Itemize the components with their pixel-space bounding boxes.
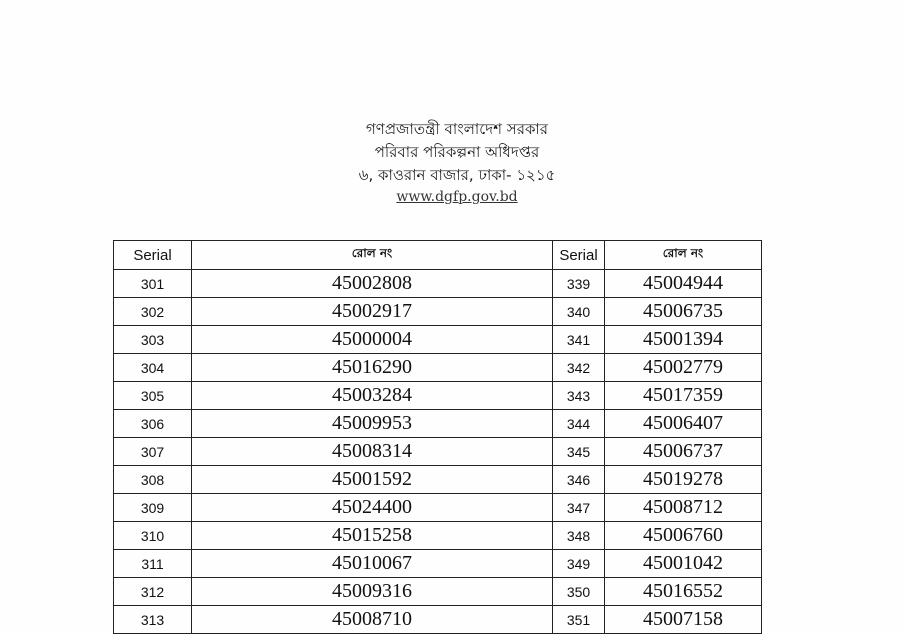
roll-number-cell-left: 45009953	[192, 410, 553, 438]
roll-number-cell-right: 45019278	[605, 466, 762, 494]
table-row	[114, 438, 762, 466]
table-row	[114, 270, 762, 298]
serial-cell-left: 306	[114, 410, 192, 438]
table-row	[114, 298, 762, 326]
roll-number-cell-right: 45017359	[605, 382, 762, 410]
serial-cell-left: 311	[114, 550, 192, 578]
roll-number-cell-left: 45008314	[192, 438, 553, 466]
office-address: ৬, কাওরান বাজার, ঢাকা- ১২১৫	[358, 166, 556, 184]
roll-number-cell-left: 45024400	[192, 494, 553, 522]
roll-number-table	[113, 240, 762, 634]
table-row	[114, 578, 762, 606]
serial-header-left: Serial	[114, 241, 192, 270]
serial-cell-right: 341	[553, 326, 605, 354]
serial-cell-left: 309	[114, 494, 192, 522]
table-row	[114, 382, 762, 410]
serial-cell-left: 303	[114, 326, 192, 354]
document-header	[0, 118, 906, 207]
roll-number-cell-right: 45004944	[605, 270, 762, 298]
roll-number-cell-right: 45006737	[605, 438, 762, 466]
serial-cell-right: 349	[553, 550, 605, 578]
roll-number-cell-right: 45006407	[605, 410, 762, 438]
roll-number-cell-left: 45015258	[192, 522, 553, 550]
serial-header-right: Serial	[553, 241, 605, 270]
serial-cell-right: 342	[553, 354, 605, 382]
roll-number-cell-right: 45006735	[605, 298, 762, 326]
roll-number-cell-left: 45010067	[192, 550, 553, 578]
roll-number-cell-left: 45009316	[192, 578, 553, 606]
serial-cell-left: 302	[114, 298, 192, 326]
serial-cell-right: 345	[553, 438, 605, 466]
roll-number-cell-right: 45006760	[605, 522, 762, 550]
table-row	[114, 326, 762, 354]
table-row	[114, 606, 762, 634]
website-link[interactable]: www.dgfp.gov.bd	[396, 189, 518, 205]
serial-cell-right: 344	[553, 410, 605, 438]
department-title: পরিবার পরিকল্পনা অধিদপ্তর	[374, 143, 540, 161]
serial-cell-right: 350	[553, 578, 605, 606]
roll-number-cell-right: 45001042	[605, 550, 762, 578]
table-row	[114, 522, 762, 550]
roll-number-cell-right: 45001394	[605, 326, 762, 354]
roll-number-cell-right: 45002779	[605, 354, 762, 382]
serial-cell-left: 310	[114, 522, 192, 550]
roll-header-right: রোল নং	[605, 241, 762, 270]
roll-number-cell-right: 45008712	[605, 494, 762, 522]
serial-cell-left: 312	[114, 578, 192, 606]
serial-cell-right: 339	[553, 270, 605, 298]
roll-number-cell-left: 45002917	[192, 298, 553, 326]
serial-cell-right: 346	[553, 466, 605, 494]
roll-number-cell-left: 45003284	[192, 382, 553, 410]
serial-cell-left: 301	[114, 270, 192, 298]
serial-cell-left: 313	[114, 606, 192, 634]
table-row	[114, 550, 762, 578]
serial-cell-right: 340	[553, 298, 605, 326]
roll-number-cell-left: 45001592	[192, 466, 553, 494]
serial-cell-left: 304	[114, 354, 192, 382]
roll-number-cell-left: 45002808	[192, 270, 553, 298]
serial-cell-right: 347	[553, 494, 605, 522]
roll-header-left: রোল নং	[192, 241, 553, 270]
table-row	[114, 354, 762, 382]
table-header-row	[114, 241, 762, 270]
table-row	[114, 466, 762, 494]
serial-cell-left: 307	[114, 438, 192, 466]
roll-number-cell-right: 45007158	[605, 606, 762, 634]
roll-number-cell-left: 45000004	[192, 326, 553, 354]
roll-number-cell-left: 45008710	[192, 606, 553, 634]
serial-cell-right: 351	[553, 606, 605, 634]
table-row	[114, 410, 762, 438]
serial-cell-left: 305	[114, 382, 192, 410]
serial-cell-left: 308	[114, 466, 192, 494]
government-title: গণপ্রজাতন্ত্রী বাংলাদেশ সরকার	[365, 120, 549, 138]
table-row	[114, 494, 762, 522]
roll-number-cell-left: 45016290	[192, 354, 553, 382]
serial-cell-right: 348	[553, 522, 605, 550]
roll-number-cell-right: 45016552	[605, 578, 762, 606]
serial-cell-right: 343	[553, 382, 605, 410]
